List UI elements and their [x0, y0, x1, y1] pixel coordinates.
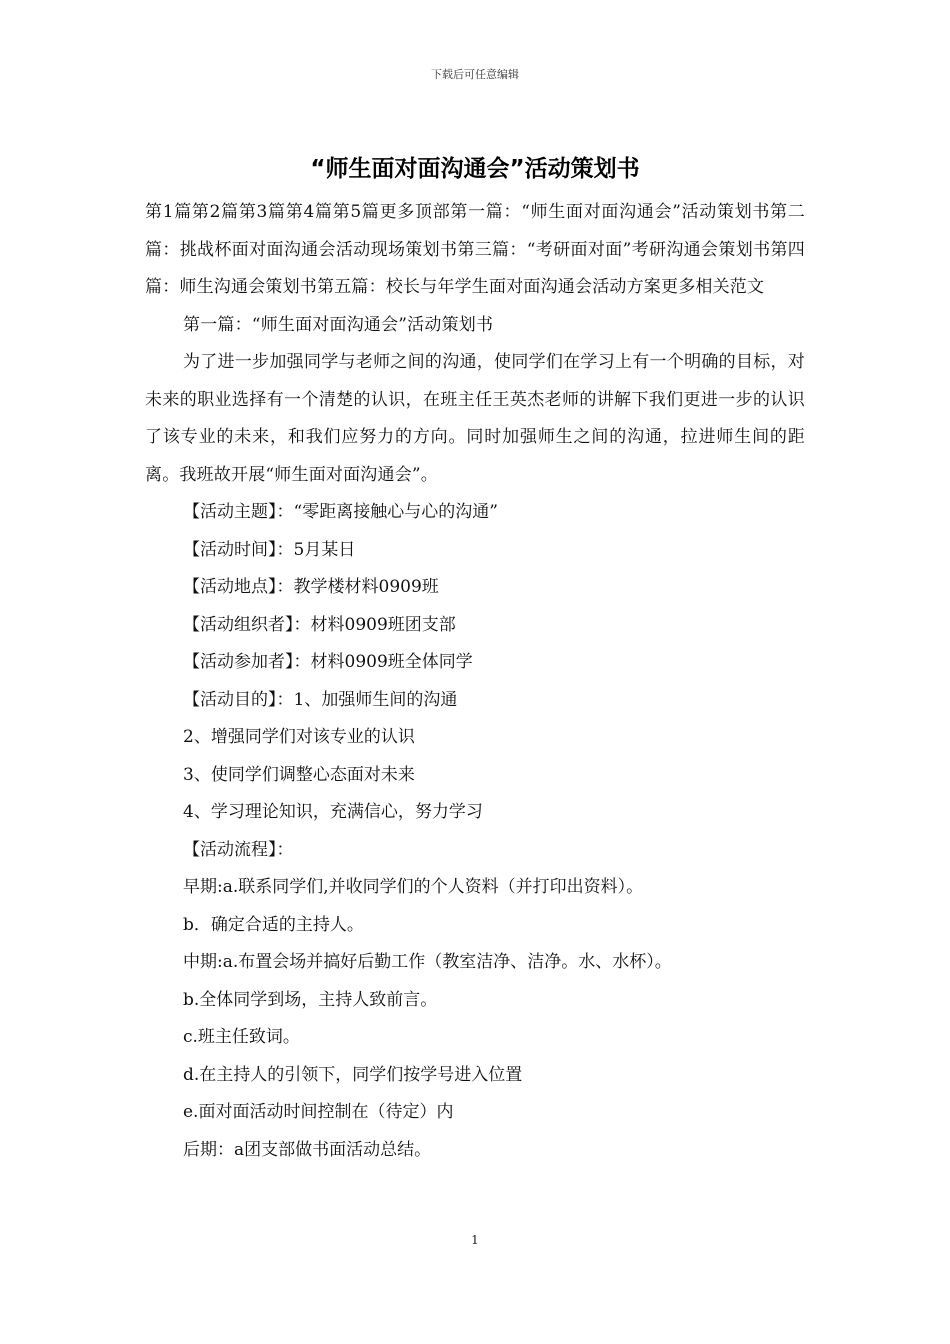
activity-process-heading: 【活动流程】：: [183, 839, 294, 860]
process-late-a: 后期：a团支部做书面活动总结。: [183, 1139, 432, 1160]
activity-location-line: 【活动地点】：教学楼材料0909班: [183, 577, 439, 597]
process-middle-d: d.在主持人的引领下，同学们按学号进入位置: [183, 1064, 523, 1085]
activity-participants-line: 【活动参加者】：材料0909班全体同学: [183, 652, 473, 672]
body-paragraph: 为了进一步加强同学与老师之间的沟通，使同学们在学习上有一个明确的目标，对未来的职业选择有一个清楚的认识，在班主任王英杰老师的讲解下我们更进一步的认识了该专业的未来，和我们应努力的方向。同时加强师生之间的沟通，拉进师生间的距离。我班故开展“师生面对面沟通会”。: [145, 352, 805, 485]
activity-purpose-line: 【活动目的】：1、加强师生间的沟通: [183, 689, 458, 710]
page-number: 1: [471, 1233, 479, 1247]
purpose-item-2: 2、增强同学们对该专业的认识: [183, 727, 415, 747]
activity-time-line: 【活动时间】：5月某日: [183, 539, 356, 560]
process-middle-a: 中期:a.布置会场并搞好后勤工作（教室洁净、洁净。水、水杯）。: [183, 952, 672, 972]
document-title: “师生面对面沟通会”活动策划书: [310, 156, 640, 182]
process-middle-c: c.班主任致词。: [183, 1027, 300, 1047]
intro-paragraph: 第1篇第2篇第3篇第4篇第5篇更多顶部第一篇：“师生面对面沟通会”活动策划书第二篇：挑战杯面对面沟通会活动现场策划书第三篇：“考研面对面”考研沟通会策划书第四篇：师生沟通会策划书第五篇：校长与年学生面对面沟通会活动方案更多相关范文: [145, 202, 805, 297]
purpose-item-4: 4、学习理论知识，充满信心，努力学习: [183, 802, 483, 822]
activity-theme-line: 【活动主题】：“零距离接触心与心的沟通”: [183, 502, 498, 522]
purpose-item-3: 3、使同学们调整心态面对未来: [183, 764, 415, 785]
activity-organizer-line: 【活动组织者】：材料0909班团支部: [183, 614, 456, 635]
process-middle-b: b.全体同学到场，主持人致前言。: [183, 989, 438, 1010]
process-early-b: b．确定合适的主持人。: [183, 914, 364, 935]
process-early-a: 早期:a.联系同学们,并收同学们的个人资料（并打印出资料）。: [183, 877, 644, 897]
page-header-note: 下载后可任意编辑: [431, 68, 519, 81]
section-heading: 第一篇：“师生面对面沟通会”活动策划书: [183, 314, 494, 335]
document-body: [145, 194, 805, 1169]
process-middle-e: e.面对面活动时间控制在（待定）内: [183, 1102, 454, 1122]
